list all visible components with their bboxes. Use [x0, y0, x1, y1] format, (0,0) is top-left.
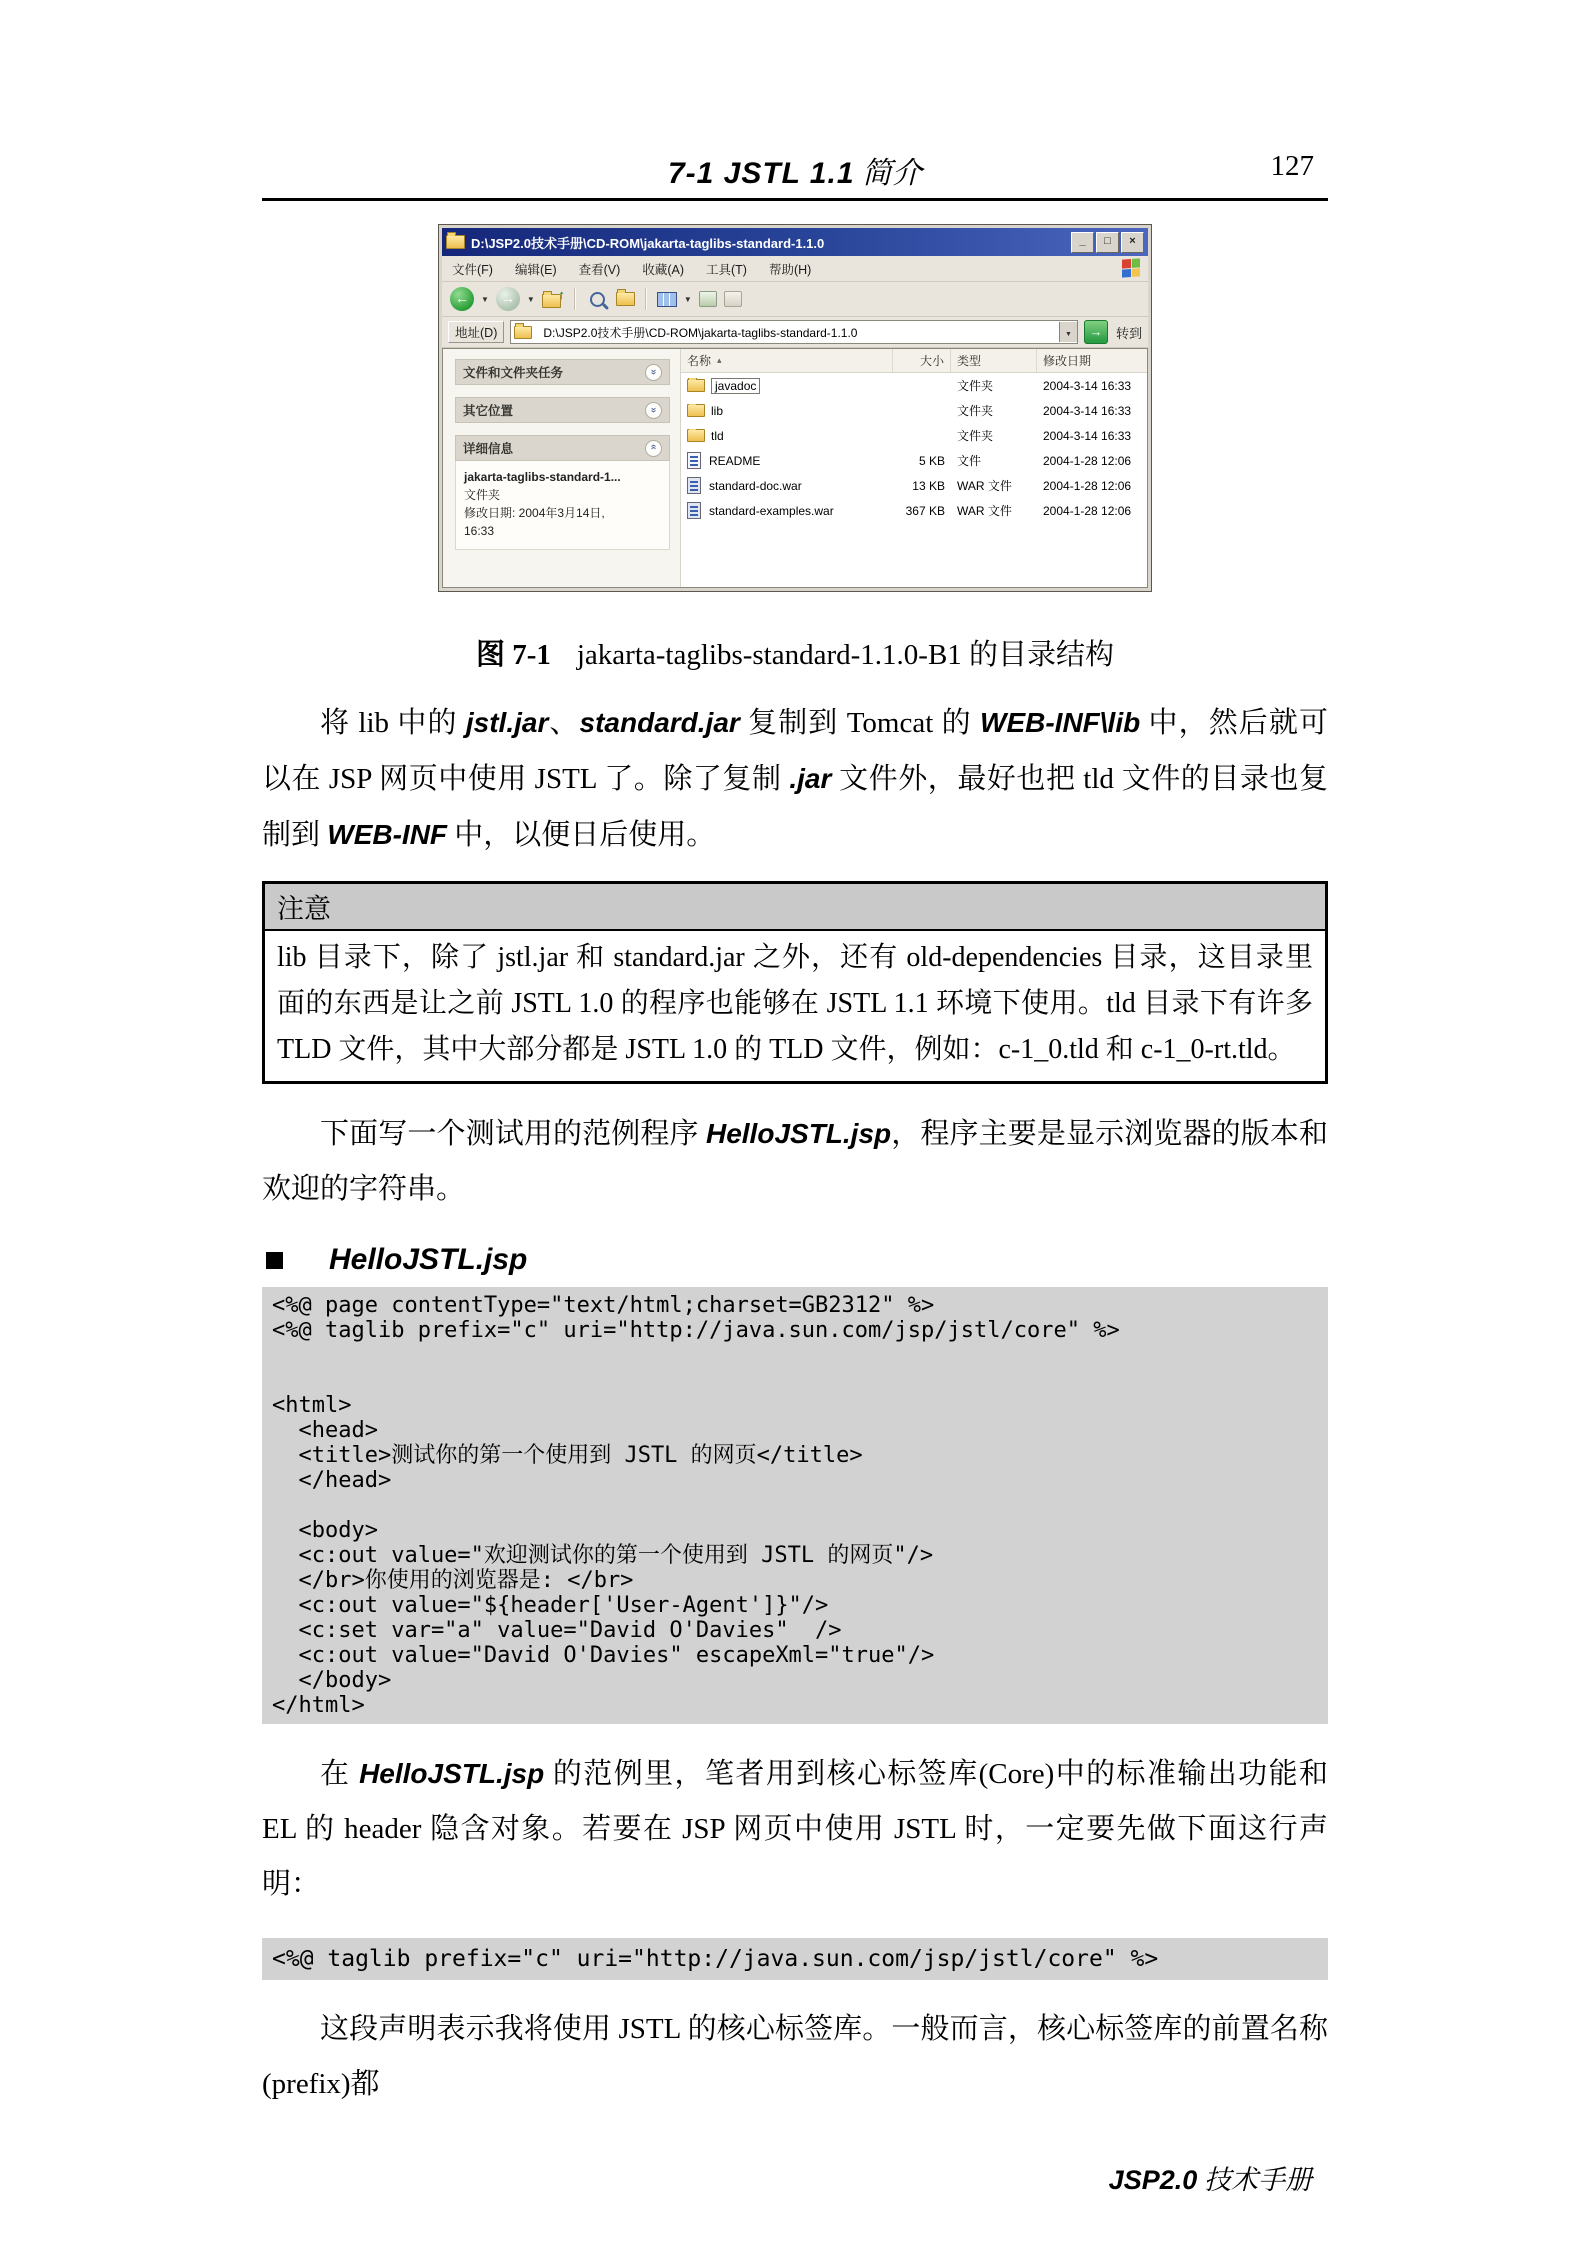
file-name: tld	[711, 428, 724, 443]
figure-label: 图 7-1	[475, 639, 551, 671]
toolbar-separator	[574, 288, 576, 310]
file-type: WAR 文件	[957, 479, 1012, 493]
menu-bar	[442, 256, 1148, 282]
column-headers	[681, 349, 1147, 373]
forward-button[interactable]: →	[496, 287, 520, 311]
explorer-main	[442, 348, 1148, 588]
file-name: javadoc	[711, 378, 760, 394]
address-label: 地址(D)	[448, 321, 504, 343]
windows-logo-icon	[1122, 258, 1140, 277]
note-body: lib 目录下，除了 jstl.jar 和 standard.jar 之外，还有 old-dependencies 目录，这目录里面的东西是让之前 JSTL 1.0 的程序也能够在 JSTL 1.1 环境下使用。tld 目录下有许多 TLD 文件，其中大部分都是 JSTL 1.0 的 TLD 文件，例如：c-1_0.tld 和 c-1_0-rt.tld。	[277, 942, 1313, 1065]
forward-dropdown-icon[interactable]: ▼	[526, 294, 535, 304]
folder-icon	[687, 429, 705, 442]
address-text[interactable]: D:\JSP2.0技术手册\CD-ROM\jakarta-taglibs-standard-1.1.0	[543, 325, 858, 340]
book-footer: JSP2.0 技术手册	[1108, 2165, 1312, 2195]
details-folder-name: jakarta-taglibs-standard-1...	[464, 470, 621, 484]
views-icon[interactable]	[657, 292, 677, 307]
file-date: 2004-1-28 12:06	[1043, 478, 1132, 493]
file-date: 2004-3-14 16:33	[1043, 403, 1132, 418]
details-folder-type: 文件夹	[464, 488, 501, 502]
file-list	[681, 349, 1147, 587]
file-size: 367 KB	[905, 503, 945, 518]
file-row[interactable]	[681, 423, 1147, 448]
address-dropdown-button[interactable]	[1059, 322, 1077, 342]
file-row[interactable]	[681, 498, 1147, 523]
file-type: 文件夹	[957, 429, 994, 443]
column-size[interactable]: 大小	[893, 349, 951, 372]
bullet-icon	[266, 1252, 283, 1269]
up-arrow-icon: ↑	[558, 287, 565, 302]
toolbar-separator	[645, 288, 647, 310]
close-button[interactable]: ×	[1121, 232, 1144, 253]
sync-tool-icon[interactable]	[699, 291, 717, 307]
file-type: 文件	[957, 454, 982, 468]
file-size: 5 KB	[918, 453, 945, 468]
address-folder-icon	[514, 326, 532, 339]
file-row[interactable]	[681, 398, 1147, 423]
search-icon[interactable]	[590, 292, 605, 307]
folders-button-icon[interactable]	[616, 292, 635, 306]
go-label[interactable]: 转到	[1115, 325, 1142, 341]
file-name: standard-doc.war	[709, 478, 802, 493]
menu-favorites[interactable]: 收藏(A)	[642, 262, 684, 277]
up-button[interactable]	[542, 287, 565, 308]
paragraph: 在 HelloJSTL.jsp 的范例里，笔者用到核心标签库(Core)中的标准输出功能和 EL 的 header 隐含对象。若要在 JSP 网页中使用 JSTL 时，一定要先做下面这行声明：	[262, 1758, 1328, 1900]
folder-icon	[687, 404, 705, 417]
panel-other-places	[455, 397, 670, 423]
panel-file-tasks	[455, 359, 670, 385]
column-date[interactable]: 修改日期	[1043, 354, 1092, 368]
file-row[interactable]	[681, 473, 1147, 498]
page-number: 127	[1270, 150, 1314, 182]
address-bar	[442, 317, 1148, 348]
chevron-down-icon[interactable]: »	[645, 402, 662, 419]
file-type: 文件夹	[957, 404, 994, 418]
panel-file-tasks-header[interactable]: 文件和文件夹任务 »	[455, 359, 670, 385]
views-dropdown-icon[interactable]: ▼	[683, 294, 692, 304]
code-strip: <%@ taglib prefix="c" uri="http://java.sun.com/jsp/jstl/core" %>	[262, 1938, 1328, 1980]
titlebar[interactable]	[442, 228, 1148, 256]
menu-tools[interactable]: 工具(T)	[705, 262, 747, 277]
panel-other-places-header[interactable]: 其它位置 »	[455, 397, 670, 423]
file-type: WAR 文件	[957, 504, 1012, 518]
file-row[interactable]	[681, 373, 1147, 398]
listing-title: HelloJSTL.jsp	[329, 1243, 528, 1276]
panel-details-header[interactable]: 详细信息 »	[455, 435, 670, 461]
back-dropdown-icon[interactable]: ▼	[481, 294, 489, 304]
column-type[interactable]: 类型	[951, 349, 1037, 372]
task-sidebar	[443, 349, 681, 587]
running-header	[262, 148, 1328, 188]
war-file-icon	[687, 477, 701, 494]
note-title: 注意	[265, 884, 1325, 931]
extra-tool-icon[interactable]	[724, 291, 742, 307]
paragraph: 将 lib 中的 jstl.jar、standard.jar 复制到 Tomcat 的 WEB-INF\lib 中，然后就可以在 JSP 网页中使用 JSTL 了。除了复制 .jar 文件外，最好也把 tld 文件的目录也复制到 WEB-INF 中，以便日后使用。	[262, 707, 1328, 851]
war-file-icon	[687, 502, 701, 519]
listing-heading	[266, 1243, 1328, 1277]
figure-caption: 图 7-1 jakarta-taglibs-standard-1.1.0-B1 的目录结构	[475, 639, 1115, 671]
address-input[interactable]	[510, 320, 1078, 344]
paragraph: 这段声明表示我将使用 JSTL 的核心标签库。一般而言，核心标签库的前置名称(prefix)都	[262, 2013, 1328, 2100]
file-name: standard-examples.war	[709, 503, 834, 518]
file-name: README	[709, 453, 761, 468]
paragraph: 下面写一个测试用的范例程序 HelloJSTL.jsp，程序主要是显示浏览器的版本和欢迎的字符串。	[262, 1118, 1328, 1205]
details-body	[455, 461, 670, 550]
minimize-button[interactable]: _	[1071, 232, 1094, 253]
column-name[interactable]: 名称 ▴	[681, 349, 893, 372]
menu-edit[interactable]: 编辑(E)	[514, 262, 557, 277]
toolbar	[442, 282, 1148, 317]
back-button[interactable]: ←	[450, 287, 474, 311]
file-type: 文件夹	[957, 379, 994, 393]
go-button[interactable]: →	[1084, 320, 1108, 344]
window-title: D:\JSP2.0技术手册\CD-ROM\jakarta-taglibs-standard-1.1.0	[471, 235, 825, 251]
sort-asc-icon: ▴	[717, 355, 722, 365]
file-date: 2004-1-28 12:06	[1043, 453, 1132, 468]
maximize-button[interactable]: □	[1096, 232, 1119, 253]
details-modified-date: 修改日期: 2004年3月14日,	[464, 506, 605, 520]
menu-help[interactable]: 帮助(H)	[768, 262, 812, 277]
file-icon	[687, 452, 701, 469]
file-date: 2004-1-28 12:06	[1043, 503, 1132, 518]
file-date: 2004-3-14 16:33	[1043, 378, 1132, 393]
code-block: <%@ page contentType="text/html;charset=GB2312" %> <%@ taglib prefix="c" uri="http://java.sun.com/jsp/jstl/core" %> <html> <head> <title>测试你的第一个使用到 JSTL 的网页</title> </head> <body> <c:out value="欢迎测试你的第一个使用到 JSTL 的网页"/> </br>你使用的浏览器是: </br> <c:out value="${header['User-Agent']}"/> <c:set var="a" value="David O'Davies" /> <c:out value="David O'Davies" escapeXml="true"/> </body> </html>	[262, 1287, 1328, 1724]
file-row[interactable]	[681, 448, 1147, 473]
menu-view[interactable]: 查看(V)	[578, 262, 621, 277]
chapter-title: 7-1 JSTL 1.1 简介	[667, 157, 923, 190]
menu-file[interactable]: 文件(F)	[452, 262, 493, 277]
file-name: lib	[711, 403, 724, 418]
note-box	[262, 881, 1328, 1084]
chevron-down-icon: ▼	[1065, 331, 1072, 338]
header-rule	[262, 198, 1328, 201]
file-size: 13 KB	[912, 478, 945, 493]
chevron-up-icon[interactable]: »	[645, 440, 662, 457]
folder-icon	[446, 235, 465, 249]
folder-icon	[687, 379, 705, 392]
panel-details	[455, 435, 670, 550]
details-modified-time: 16:33	[464, 524, 495, 538]
chevron-down-icon[interactable]: »	[645, 364, 662, 381]
explorer-window	[438, 224, 1152, 592]
file-date: 2004-3-14 16:33	[1043, 428, 1132, 443]
